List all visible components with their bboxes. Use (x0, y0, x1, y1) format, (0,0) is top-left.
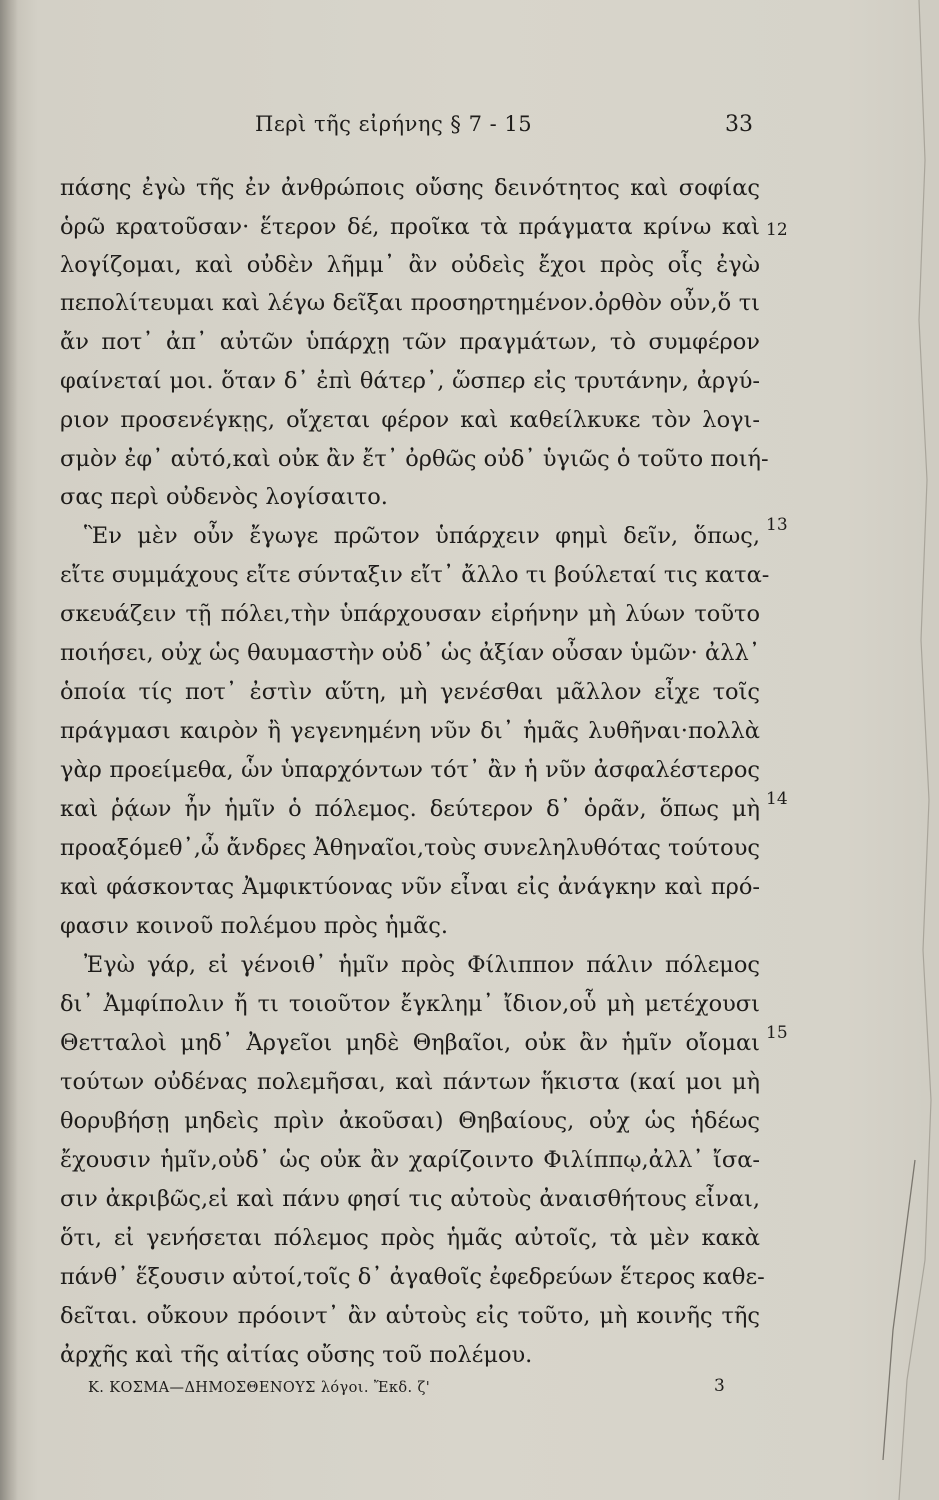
text-line: ἔχουσιν ἡμῖν,οὐδ᾽ ὡς οὐκ ἂν χαρίζοιντο Φιλίππῳ,ἀλλ᾽ ἴσα- (60, 1147, 760, 1173)
text-line: Ἓν μὲν οὖν ἔγωγε πρῶτον ὑπάρχειν φημὶ δεῖν, ὅπως, (84, 523, 760, 549)
text-line: ριον προσενέγκῃς, οἴχεται φέρον καὶ καθείλκυκε τὸν λογι- (60, 407, 760, 433)
text-line: ἄν ποτ᾽ ἀπ᾽ αὐτῶν ὑπάρχῃ τῶν πραγμάτων, τὸ συμφέρον (60, 329, 760, 355)
text-line: καὶ ῥᾴων ἦν ἡμῖν ὁ πόλεμος. δεύτερον δ᾽ ὁρᾶν, ὅπως μὴ (60, 796, 760, 822)
text-line: φαίνεταί μοι. ὅταν δ᾽ ἐπὶ θάτερ᾽, ὥσπερ εἰς τρυτάνην, ἀργύ- (60, 368, 760, 394)
page-number: 33 (725, 112, 753, 137)
text-line: τούτων οὐδένας πολεμῆσαι, καὶ πάντων ἥκιστα (καί μοι μὴ (60, 1069, 760, 1095)
text-line: σκευάζειν τῇ πόλει,τὴν ὑπάρχουσαν εἰρήνην μὴ λύων τοῦτο (60, 601, 760, 627)
text-line: πεπολίτευμαι καὶ λέγω δεῖξαι προσηρτημένον.ὀρθὸν οὖν,ὅ τι (60, 290, 760, 316)
text-line: ποιήσει, οὐχ ὡς θαυμαστὴν οὐδ᾽ ὡς ἀξίαν οὖσαν ὑμῶν· ἀλλ᾽ (60, 640, 760, 666)
text-line: ὅτι, εἰ γενήσεται πόλεμος πρὸς ἡμᾶς αὐτοῖς, τὰ μὲν κακὰ (60, 1225, 760, 1251)
page-footer (0, 1376, 939, 1406)
sheet-number: 3 (714, 1376, 725, 1396)
text-line: ὁρῶ κρατοῦσαν· ἕτερον δέ, προῖκα τὰ πράγματα κρίνω καὶ (60, 214, 760, 240)
text-line: σιν ἀκριβῶς,εἰ καὶ πάνυ φησί τις αὐτοὺς ἀναισθήτους εἶναι, (60, 1186, 760, 1212)
section-number: 14 (766, 789, 788, 809)
text-line: λογίζομαι, καὶ οὐδὲν λῆμμ᾽ ἂν οὐδεὶς ἔχοι πρὸς οἷς ἐγὼ (60, 252, 760, 278)
section-number: 13 (766, 515, 788, 535)
text-line: καὶ φάσκοντας Ἀμφικτύονας νῦν εἶναι εἰς ἀνάγκην καὶ πρό- (60, 874, 760, 900)
running-title: Περὶ τῆς εἰρήνης § 7 - 15 (255, 112, 533, 136)
text-line: σας περὶ οὐδενὸς λογίσαιτο. (60, 484, 388, 510)
text-line: σμὸν ἐφ᾽ αὑτό,καὶ οὐκ ἂν ἔτ᾽ ὀρθῶς οὐδ᾽ ὑγιῶς ὁ τοῦτο ποιή- (60, 446, 769, 472)
text-line: πάνθ᾽ ἕξουσιν αὐτοί,τοῖς δ᾽ ἀγαθοῖς ἐφεδρεύων ἕτερος καθε- (60, 1264, 765, 1290)
text-line: Θετταλοὶ μηδ᾽ Ἀργεῖοι μηδὲ Θηβαῖοι, οὐκ ἂν ἡμῖν οἴομαι (60, 1030, 760, 1056)
text-line: προαξόμεθ᾽,ὦ ἄνδρες Ἀθηναῖοι,τοὺς συνεληλυθότας τούτους (60, 835, 760, 861)
text-line: δι᾽ Ἀμφίπολιν ἤ τι τοιοῦτον ἔγκλημ᾽ ἴδιον,οὗ μὴ μετέχουσι (60, 991, 760, 1017)
text-line: ἀρχῆς καὶ τῆς αἰτίας οὔσης τοῦ πολέμου. (60, 1342, 533, 1368)
section-number: 12 (766, 220, 788, 240)
section-number: 15 (766, 1023, 788, 1043)
text-line: Ἐγὼ γάρ, εἰ γένοιθ᾽ ἡμῖν πρὸς Φίλιππον πάλιν πόλεμος (84, 952, 760, 978)
text-line: θορυβήσῃ μηδεὶς πρὶν ἀκοῦσαι) Θηβαίους, οὐχ ὡς ἡδέως (60, 1108, 760, 1134)
printer-signature: Κ. ΚΟΣΜΑ—ΔΗΜΟΣΘΕΝΟΥΣ λόγοι. Ἔκδ. ζ' (88, 1380, 431, 1396)
text-line: πράγμασι καιρὸν ἢ γεγενημένη νῦν δι᾽ ἡμᾶς λυθῆναι·πολλὰ (60, 718, 760, 744)
text-line: εἴτε συμμάχους εἴτε σύνταξιν εἴτ᾽ ἄλλο τι βούλεταί τις κατα- (60, 562, 770, 588)
text-line: γὰρ προείμεθα, ὧν ὑπαρχόντων τότ᾽ ἂν ἡ νῦν ἀσφαλέστερος (60, 757, 760, 783)
text-line: φασιν κοινοῦ πολέμου πρὸς ἡμᾶς. (60, 913, 449, 939)
text-line: ὁποία τίς ποτ᾽ ἐστὶν αὕτη, μὴ γενέσθαι μᾶλλον εἶχε τοῖς (60, 679, 760, 705)
text-line: πάσης ἐγὼ τῆς ἐν ἀνθρώποις οὔσης δεινότητος καὶ σοφίας (60, 175, 760, 201)
text-line: δεῖται. οὔκουν πρόοιντ᾽ ἂν αὑτοὺς εἰς τοῦτο, μὴ κοινῆς τῆς (60, 1303, 760, 1329)
